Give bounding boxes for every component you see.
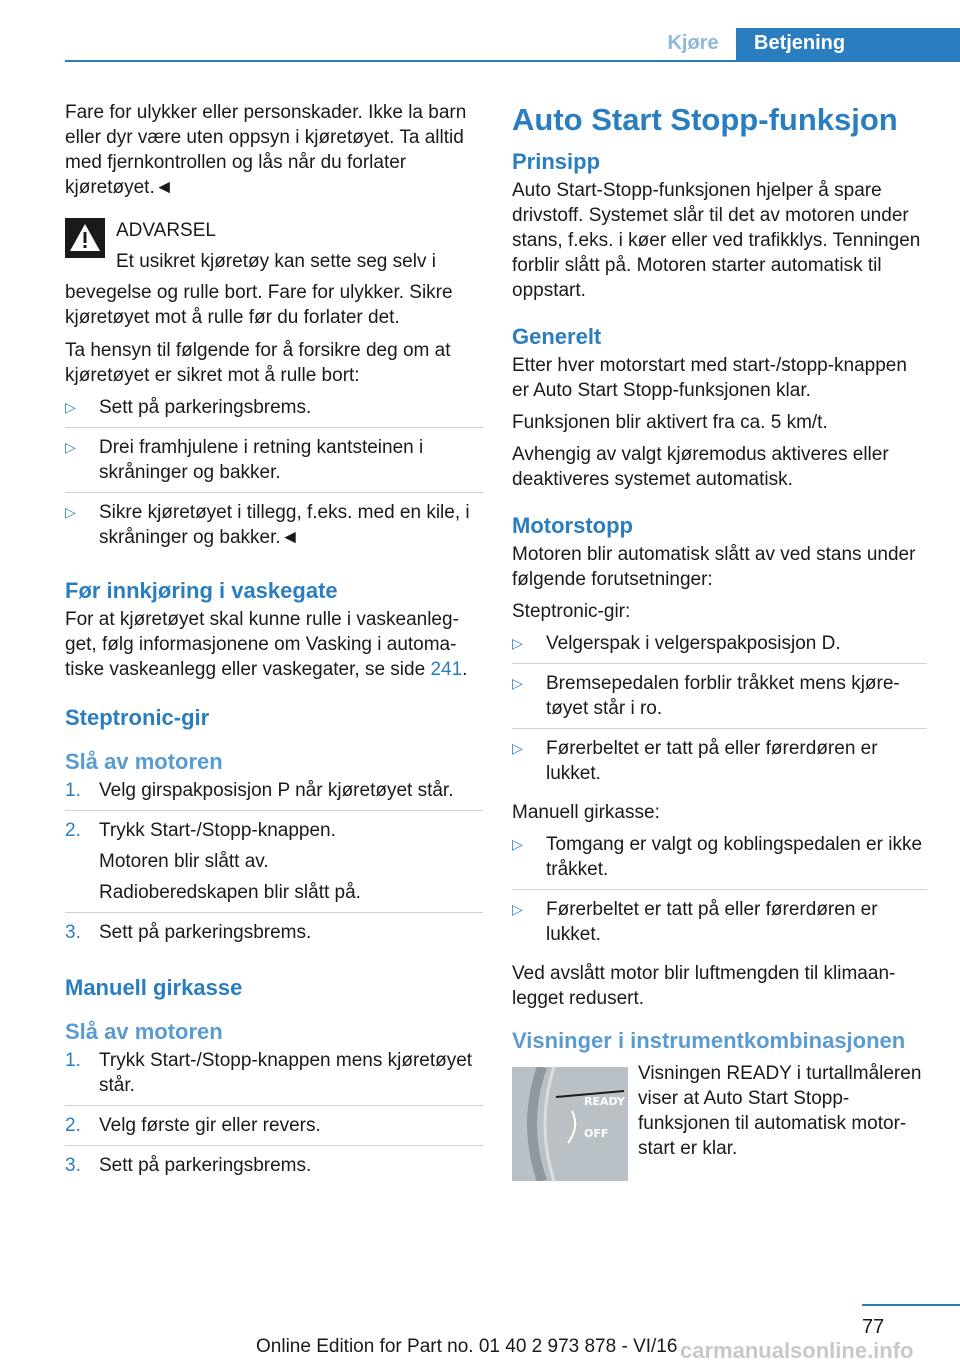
intro-paragraph: Fare for ulykker eller personskader. Ikke la barn eller dyr være uten oppsyn i kjøretøyet. Ta alltid med fjernkontrollen og lås når du forlater kjøretøyet.◄ <box>65 102 467 198</box>
warning-first-line: Et usikret kjøretøy kan sette seg selv i <box>116 251 436 272</box>
general-paragraph: Funksjonen blir aktivert fra ca. 5 km/t. <box>512 412 828 433</box>
triangle-bullet-icon: ▷ <box>512 740 523 756</box>
page-link[interactable]: 241 <box>430 659 463 680</box>
list-item: 3. Sett på parkeringsbrems. <box>65 1145 483 1185</box>
list-item: ▷ Bremsepedalen forblir tråkket mens kjøretøyet står i ro. <box>512 663 927 728</box>
general-heading: Generelt <box>512 324 602 349</box>
steptronic-steps <box>65 778 483 952</box>
triangle-bullet-icon: ▷ <box>65 504 76 520</box>
triangle-bullet-icon: ▷ <box>512 675 523 691</box>
general-paragraph: Avhengig av valgt kjøremodus aktiveres eller deaktiveres systemet automatisk. <box>512 444 889 490</box>
list-item: 3. Sett på parkeringsbrems. <box>65 912 483 952</box>
warning-text: bevegelse og rulle bort. Fare for ulykker. Sikre kjøretøyet mot å rulle før du forlater det. <box>65 282 453 328</box>
triangle-bullet-icon: ▷ <box>512 836 523 852</box>
list-item: 1. Velg girspakposisjon P når kjøretøyet står. <box>65 780 454 801</box>
list-item: ▷ Sett på parkeringsbrems. <box>65 397 312 418</box>
page-title: Auto Start Stopp-funksjon <box>512 102 898 137</box>
warning-title: ADVARSEL <box>116 220 216 241</box>
right-column <box>512 100 927 1161</box>
list-item: ▷ Tomgang er valgt og koblingspedalen er ikke tråkket. <box>512 834 923 880</box>
header-tab-chapter: Kjøre <box>667 32 719 54</box>
warning-triangle-icon <box>65 218 105 258</box>
list-item: ▷ Førerbeltet er tatt på eller førerdøren er lukket. <box>512 889 927 954</box>
general-paragraph: Etter hver motorstart med start-/stopp-knappen er Auto Start Stopp-funksjonen klar. <box>512 355 907 401</box>
left-column <box>65 100 483 1192</box>
engine-off-heading: Slå av motoren <box>65 749 223 774</box>
list-item: ▷ Førerbeltet er tatt på eller førerdøren er lukket. <box>512 728 927 793</box>
list-item: 1. Trykk Start-/Stopp-knappen mens kjøretøyet står. <box>65 1050 473 1096</box>
secure-intro: Ta hensyn til følgende for å forsikre deg om at kjøretøyet er sikret mot å rulle bort: <box>65 340 451 386</box>
page-number: 77 <box>862 1316 885 1338</box>
list-item: 2. Trykk Start-/Stopp-knappen. Motoren blir slått av. Radioberedskapen blir slått på. <box>65 810 483 912</box>
triangle-bullet-icon: ▷ <box>512 901 523 917</box>
manual-conditions <box>512 832 927 954</box>
triangle-bullet-icon: ▷ <box>512 635 523 651</box>
secure-list <box>65 395 483 557</box>
principle-paragraph: Auto Start-Stopp-funksjonen hjelper å spare drivstoff. Systemet slår til det av motoren under stans, f.eks. i køer eller ved trafikklys. Tenningen forblir slått på. Motoren starter automatisk til oppstart. <box>512 180 921 301</box>
manual-label: Manuell girkasse: <box>512 802 660 823</box>
header-rule <box>65 60 960 62</box>
car-wash-paragraph: For at kjøretøyet skal kunne rulle i vaskeanlegget, følg informasjonene om Vasking i automatiske vaskeanlegg eller vaskegater, se side 241. <box>65 609 468 680</box>
motorstop-heading: Motorstopp <box>512 513 633 538</box>
list-item: ▷ Velgerspak i velgerspakposisjon D. <box>512 633 841 654</box>
warning-box <box>65 218 483 330</box>
tachometer-ready-image <box>512 1067 628 1181</box>
car-wash-heading: Før innkjøring i vaskegate <box>65 578 338 603</box>
display-heading: Visninger i instrumentkombinasjonen <box>512 1028 906 1053</box>
gauge-off-label: OFF <box>584 1127 609 1140</box>
display-block <box>512 1061 927 1161</box>
gauge-ready-label: READY <box>584 1095 625 1108</box>
footer-rule <box>862 1304 960 1306</box>
motorstop-paragraph: Motoren blir automatisk slått av ved stans under følgende forutsetninger: <box>512 544 916 590</box>
manual-steps <box>65 1048 483 1185</box>
list-item: 2. Velg første gir eller revers. <box>65 1105 483 1145</box>
steptronic-conditions <box>512 631 927 793</box>
watermark: carmanualsonline.info <box>680 1338 914 1363</box>
header-tab-section: Betjening <box>736 28 960 62</box>
triangle-bullet-icon: ▷ <box>65 399 76 415</box>
steptronic-label: Steptronic-gir: <box>512 601 631 622</box>
edition-text: Online Edition for Part no. 01 40 2 973 878 - VI/16 <box>256 1336 678 1357</box>
climate-paragraph: Ved avslått motor blir luftmengden til klimaanlegget redusert. <box>512 963 896 1009</box>
manual-heading: Manuell girkasse <box>65 975 243 1000</box>
list-item: ▷ Sikre kjøretøyet i tillegg, f.eks. med en kile, i skråninger og bakker.◄ <box>65 492 483 557</box>
principle-heading: Prinsipp <box>512 149 601 174</box>
steptronic-heading: Steptronic-gir <box>65 705 210 730</box>
triangle-bullet-icon: ▷ <box>65 439 76 455</box>
engine-off-heading: Slå av motoren <box>65 1019 223 1044</box>
list-item: ▷ Drei framhjulene i retning kantsteinen i skråninger og bakker. <box>65 427 483 492</box>
display-paragraph: Visningen READY i turtallmåleren viser at Auto Start Stopp-funksjonen til automatisk motorstart er klar. <box>638 1063 922 1159</box>
